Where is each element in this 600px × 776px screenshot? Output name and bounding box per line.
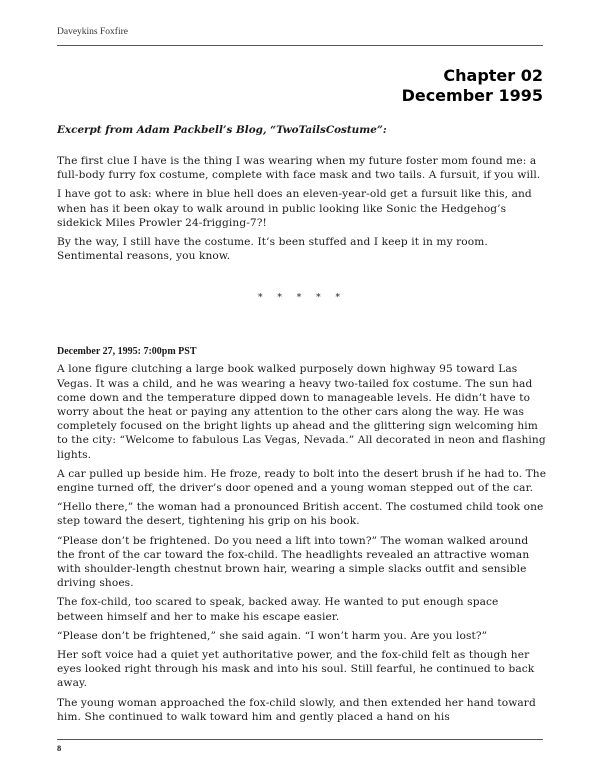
story-paragraph: A car pulled up beside him. He froze, ready to bolt into the desert brush if he had to. The engine turned off, the driver’s door opened and a young woman stepped out of the car.: [57, 467, 547, 495]
header-rule: [57, 45, 543, 46]
story-paragraph: A lone figure clutching a large book walked purposely down highway 95 toward Las Vegas. It was a child, and he was wearing a heavy two-tailed fox costume. The sun had come down and the temperature dipped down to manageable levels. He didn’t have to worry about the heat or paying any attention to the other cars along the way. He was completely focused on the bright lights up ahead and the glittering sign welcoming him to the city: “Welcome to fabulous Las Vegas, Nevada.” All decorated in neon and flashing lights.: [57, 363, 546, 461]
chapter-heading: [402, 66, 543, 106]
chapter-date: December 1995: [401, 86, 543, 105]
excerpt-title: Excerpt from Adam Packbell’s Blog, “TwoTailsCostume”:: [57, 124, 387, 136]
story-paragraph: “Please don’t be frightened,” she said again. “I won’t harm you. Are you lost?”: [57, 629, 488, 642]
footer-rule: [57, 739, 543, 740]
story-paragraph: The fox-child, too scared to speak, backed away. He wanted to put enough space between himself and her to make his escape easier.: [57, 596, 499, 623]
blog-paragraph: By the way, I still have the costume. It’s been stuffed and I keep it in my room. Sentimental reasons, you know.: [57, 236, 488, 263]
blog-paragraph: The first clue I have is the thing I was wearing when my future foster mom found me: a full-body furry fox costume, complete with face mask and two tails. A fursuit, if you will.: [57, 155, 541, 182]
chapter-number: Chapter 02: [443, 66, 543, 85]
dateline: December 27, 1995: 7:00pm PST: [57, 346, 197, 358]
story-paragraph: “Please don’t be frightened. Do you need a lift into town?” The woman walked around the front of the car toward the fox-child. The headlights revealed an attractive woman with shoulder-length chestnut brown hair, wearing a simple slacks outfit and sensible driving shoes.: [57, 534, 530, 590]
running-header: Daveykins Foxfire: [57, 27, 128, 37]
page-number: 8: [57, 743, 62, 753]
story-paragraph: “Hello there,” the woman had a pronounced British accent. The costumed child took one step toward the desert, tightening his grip on his book.: [57, 501, 544, 528]
section-separator: * * * * *: [258, 293, 346, 304]
body-text: [57, 124, 547, 729]
story-paragraph: The young woman approached the fox-child slowly, and then extended her hand toward him. She continued to walk toward him and gently placed a hand on his: [57, 696, 536, 723]
story-paragraph: Her soft voice had a quiet yet authoritative power, and the fox-child felt as though her eyes looked right through his mask and into his soul. Still fearful, he continued to back away.: [57, 649, 535, 690]
blog-paragraph: I have got to ask: where in blue hell does an eleven-year-old get a fursuit like this, and when has it been okay to walk around in public looking like Sonic the Hedgehog’s sidekick Miles Prowler 24-frigging-7?!: [57, 188, 532, 229]
